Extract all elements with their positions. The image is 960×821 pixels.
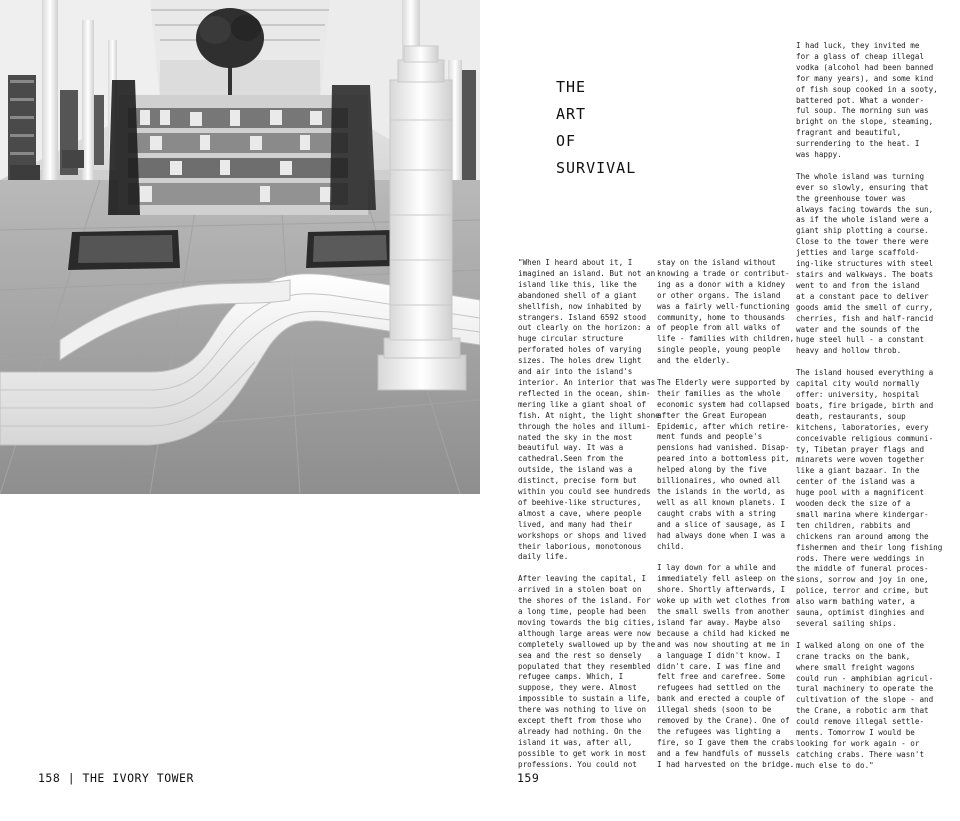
paragraph: I walked along on one of the crane tracks on the bank, where small freight wagons could run - amphibian agricul- tural machinery to operate the cultivation of the slope - and the Crane, a robotic arm that could remove illegal settle- ments. Tomorrow I would be looking for work again - or catching crabs. There wasn't much else to do." xyxy=(796,640,934,770)
gallery-interior-photo xyxy=(0,0,480,494)
text-column-2 xyxy=(657,258,795,781)
paragraph: The Elderly were supported by their families as the whole economic system had collapsed after the Great European Epidemic, after which retire- ment funds and people's pensions had vanished. Disap- peared into a bottomless pit, helped along by the five billionaires, who owned all the islands in the world, as well as all known planets. I caught crabs with a string and a slice of sausage, as I had always done when I was a child. xyxy=(657,377,790,551)
title-line: SURVIVAL xyxy=(556,159,637,177)
right-page-folio: 159 xyxy=(517,771,540,785)
paragraph: The island housed everything a capital city would normally offer: university, hospital boats, fire brigade, birth and death, restaurants, soup kitchens, laboratories, every conceivable religious communi- ty, Tibetan prayer flags and minarets were woven together like a giant bazaar. In the center of the island was a huge pool with a magnificent wooden deck the size of a small marina where kindergar- ten children, rabbits and chickens ran around among the fishermen and their long fishing rods. There were weddings in the middle of funeral proces- sions, sorrow and joy in one, police, terror and crime, but also warm bathing water, a sauna, optimist dinghies and several sailing ships. xyxy=(796,368,943,628)
paragraph: stay on the island without knowing a trade or contribut- ing as a donor with a kidney or other organs. The island was a fairly well-functioning community, home to thousands of people from all walks of life - families with children, single people, young people and the elderly. xyxy=(657,258,795,366)
left-page-folio: 158 | THE IVORY TOWER xyxy=(38,771,194,785)
paragraph: "When I heard about it, I imagined an island. But not an island like this, like the abandoned shell of a giant shellfish, now inhabited by strangers. Island 6592 stood out clearly on the horizon: a huge circular structure perforated holes of varying sizes. The holes drew light and air into the island's interior. An interior that was reflected in the ocean, shim- mering like a giant shoal of fish. At night, the light shone through the holes and illumi- nated the sky in the most beautiful way. It was a cathedral.Seen from the outside, the island was a distinct, precise form but within you could see hundreds of beehive-like structures, almost a cave, where people lived, and many had their workshops or shops and lived their laborious, monotonous daily life. xyxy=(518,258,660,562)
article-title xyxy=(556,74,636,182)
text-column-3 xyxy=(796,41,943,783)
paragraph: I lay down for a while and immediately fell asleep on the shore. Shortly afterwards, I woke up with wet clothes from the small swells from another island far away. Maybe also because a child had kicked me and was now shouting at me in a language I didn't know. I didn't care. I was fine and felt free and carefree. Some refugees had settled on the bank and erected a couple of illegal sheds (soon to be removed by the Crane). One of the refugees was lighting a fire, so I gave them the crabs and a few handfuls of mussels I had harvested on the bridge. xyxy=(657,563,795,769)
title-line: THE xyxy=(556,78,587,96)
title-line: OF xyxy=(556,132,577,150)
text-column-1 xyxy=(518,258,660,781)
paragraph: I had luck, they invited me for a glass of cheap illegal vodka (alcohol had been banned for many years), and some kind of fish soup cooked in a sooty, battered pot. What a wonder- ful soup. The morning sun was bright on the slope, steaming, fragrant and beautiful, surrendering to the heat. I was happy. xyxy=(796,41,938,160)
paragraph: The whole island was turning ever so slowly, ensuring that the greenhouse tower was always facing towards the sun, as if the whole island were a giant ship plotting a course. Close to the tower there were jetties and large scaffold- ing-like structures with steel stairs and walkways. The boats went to and from the island at a constant pace to deliver goods amid the smell of curry, cherries, fish and half-rancid water and the sounds of the huge steel hull - a constant heavy and hollow throb. xyxy=(796,171,934,356)
paragraph: After leaving the capital, I arrived in a stolen boat on the shores of the island. For a long time, people had been moving towards the big cities, although large areas were now completely swallowed up by the sea and the rest so densely populated that they resembled refugee camps. Which, I suppose, they were. Almost impossible to sustain a life, there was nothing to live on except theft from those who already had nothing. On the island it was, after all, possible to get work in most professions. You could not xyxy=(518,574,656,769)
title-line: ART xyxy=(556,105,587,123)
